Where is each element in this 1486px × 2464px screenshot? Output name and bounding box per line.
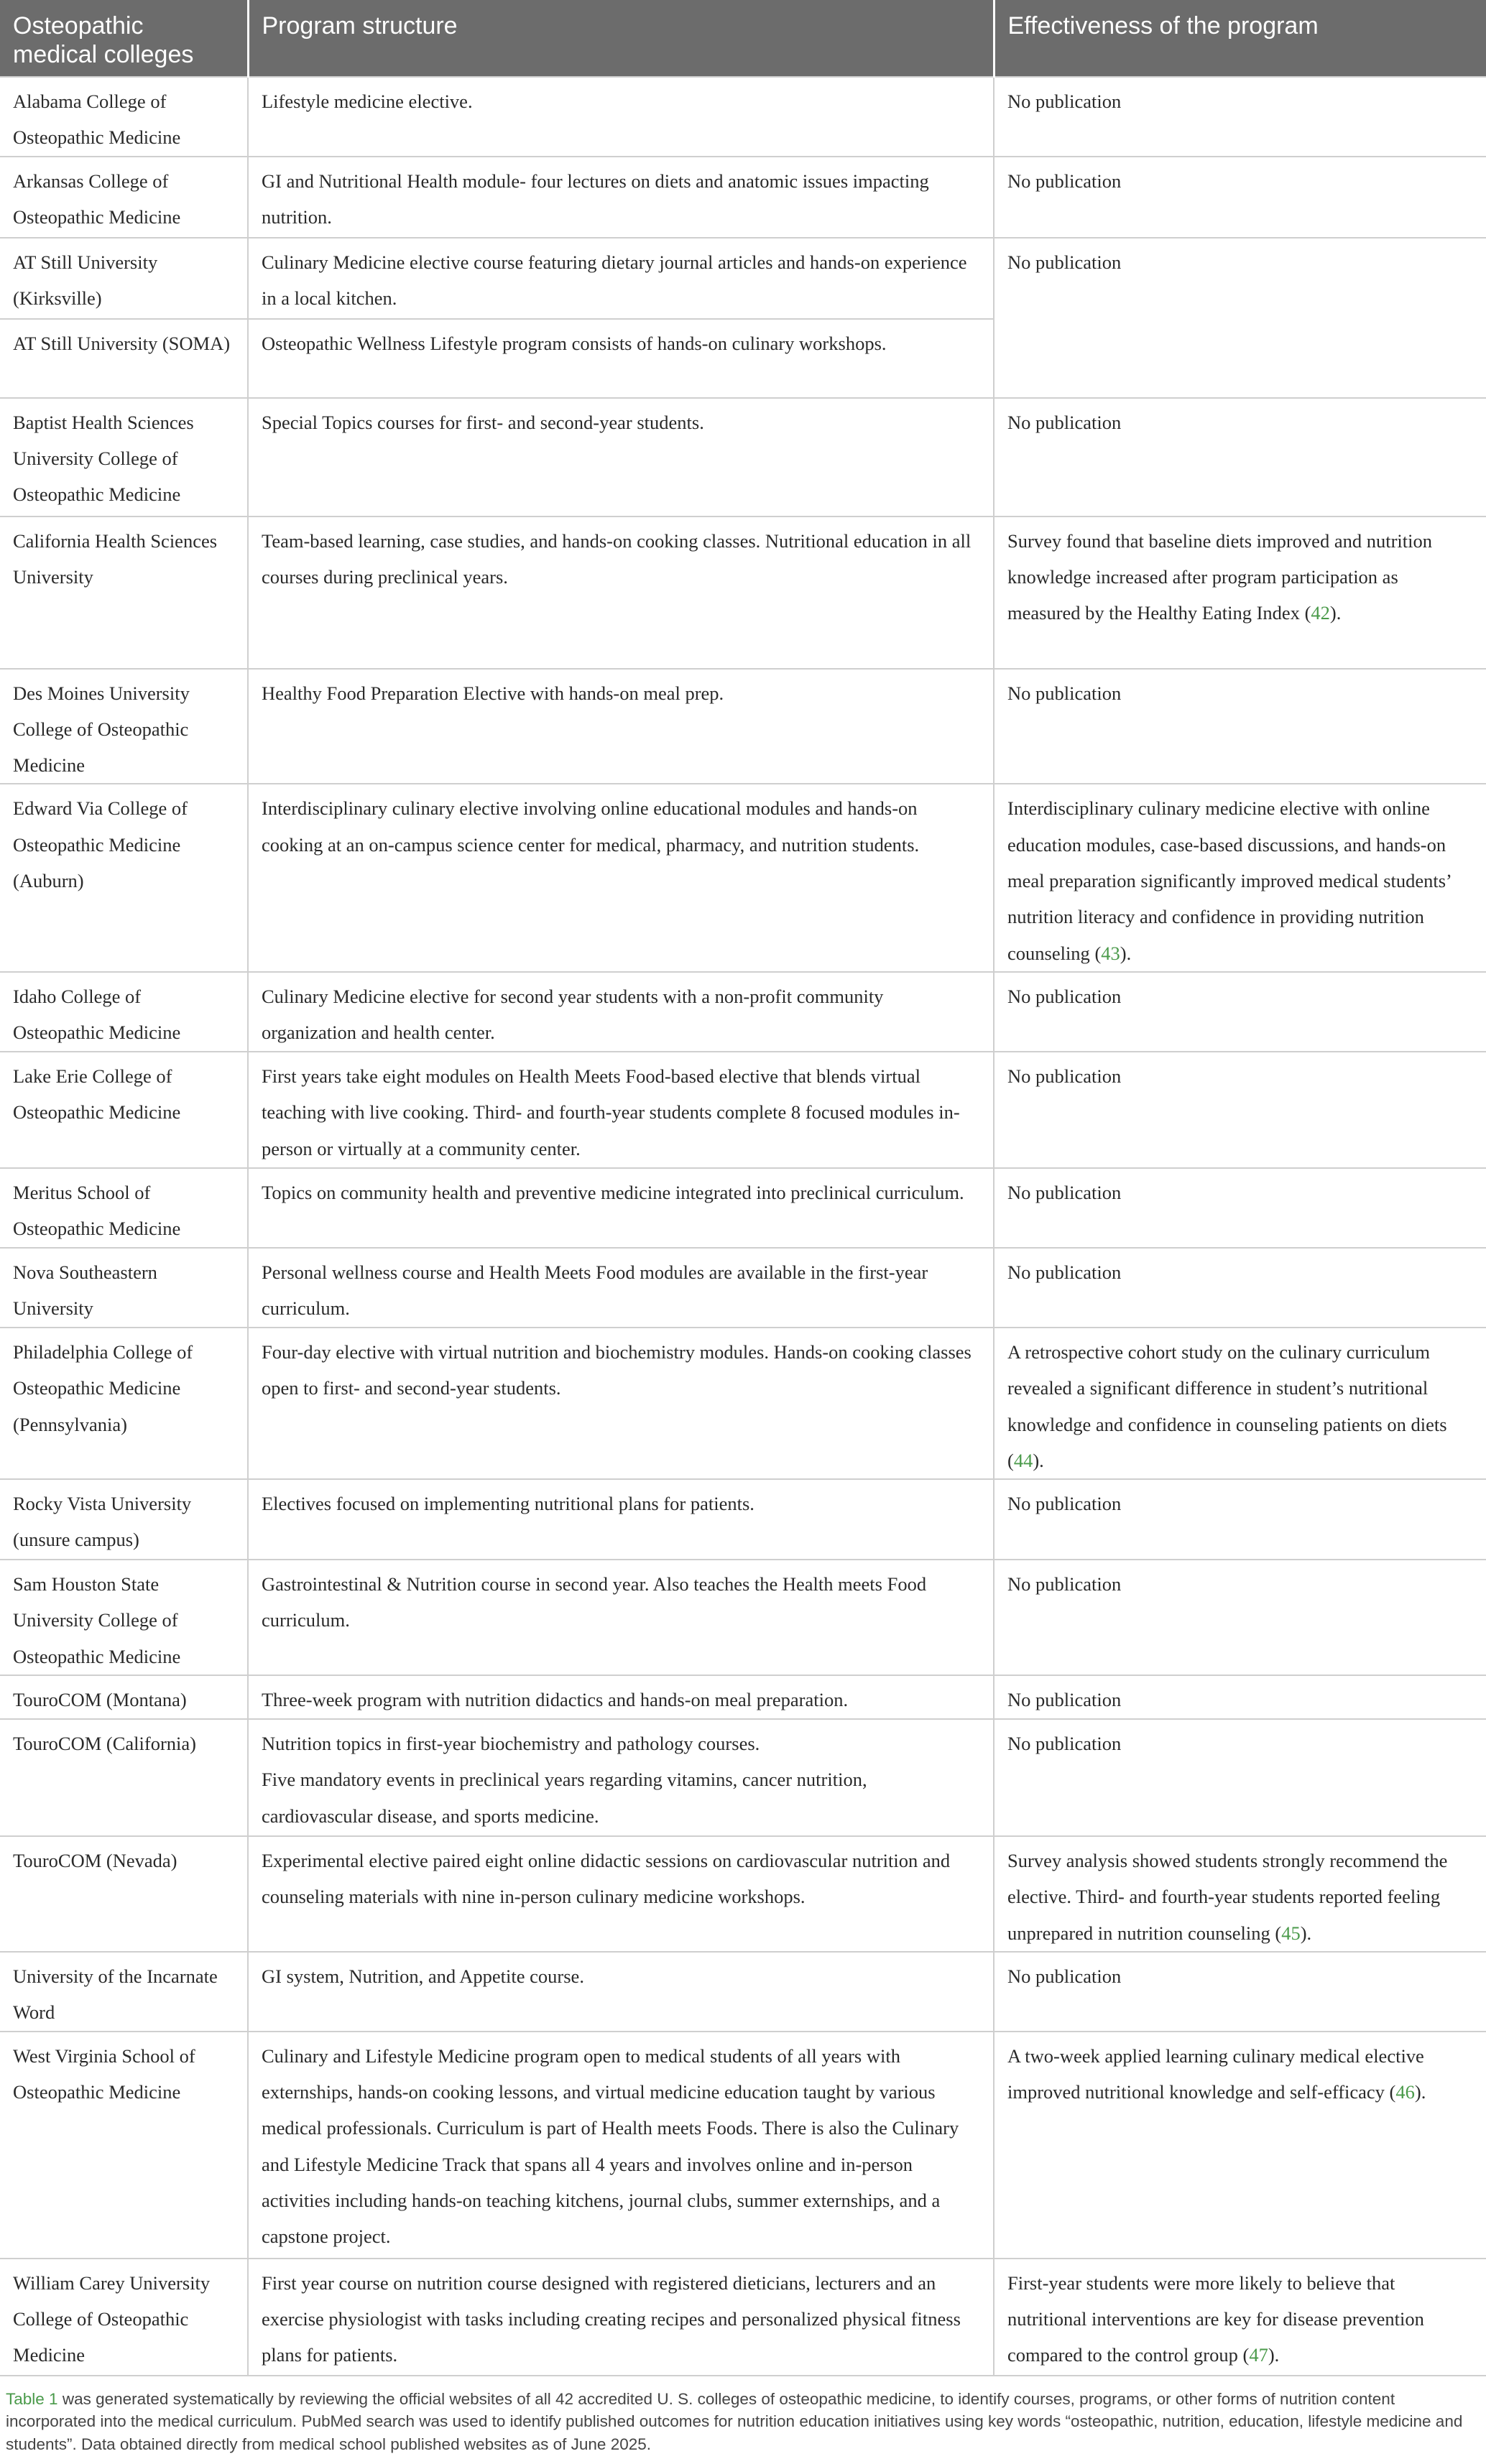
college-cell: Meritus School of Osteopathic Medicine	[0, 1168, 248, 1248]
program-cell: Osteopathic Wellness Lifestyle program consists of hands-on culinary workshops.	[248, 319, 994, 398]
effectiveness-cell: No publication	[994, 77, 1486, 157]
effectiveness-text: A retrospective cohort study on the culinary curriculum revealed a significant difference in student’s nutritional knowledge and confidence in counseling patients on diets	[1007, 1340, 1447, 1435]
college-cell: Arkansas College of Osteopathic Medicine	[0, 157, 248, 238]
effectiveness-cell: No publication	[994, 157, 1486, 238]
effectiveness-text: Interdisciplinary culinary medicine elective with online education modules, case-based discussions, and hands-on meal preparation significantly improved medical students’ nutrition literacy and confidence in providing nutrition counseling	[1007, 797, 1451, 964]
effectiveness-text: Survey found that baseline diets improved and nutrition knowledge increased after program participation as measured by the Healthy Eating Index	[1007, 529, 1432, 624]
program-cell: Four-day elective with virtual nutrition and biochemistry modules. Hands-on cooking classes open to first- and second-year students.	[248, 1328, 994, 1479]
college-cell: Des Moines University College of Osteopathic Medicine	[0, 669, 248, 784]
program-cell: Team-based learning, case studies, and hands-on cooking classes. Nutritional education in all courses during preclinical years.	[248, 517, 994, 669]
program-cell: Culinary and Lifestyle Medicine program open to medical students of all years with externships, hands-on cooking lessons, and virtual medicine education taught by various medical professionals. Curriculum is part of Health meets Foods. There is also the Culinary and Lifestyle Medicine Track that spans all 4 years and involves online and in-person activities including hands-on teaching kitchens, journal clubs, summer externships, and a capstone project.	[248, 2032, 994, 2259]
program-cell: GI and Nutritional Health module- four lectures on diets and anatomic issues impacting nutrition.	[248, 157, 994, 238]
reference-link[interactable]: 43	[1101, 942, 1120, 964]
college-cell: TouroCOM (Montana)	[0, 1675, 248, 1719]
program-cell: Culinary Medicine elective course featuring dietary journal articles and hands-on experience in a local kitchen.	[248, 238, 994, 319]
effectiveness-cell: No publication	[994, 1719, 1486, 1836]
college-cell: Idaho College of Osteopathic Medicine	[0, 972, 248, 1052]
college-cell: Nova Southeastern University	[0, 1248, 248, 1328]
college-cell: Lake Erie College of Osteopathic Medicine	[0, 1052, 248, 1168]
program-cell: Lifestyle medicine elective.	[248, 77, 994, 157]
reference-link[interactable]: 46	[1395, 2080, 1415, 2103]
table-row	[0, 1836, 1486, 1952]
table-row	[0, 398, 1486, 517]
table-row	[0, 1328, 1486, 1479]
program-cell: Topics on community health and preventive medicine integrated into preclinical curriculum.	[248, 1168, 994, 1248]
college-cell: AT Still University (SOMA)	[0, 319, 248, 398]
effectiveness-cell: No publication	[994, 1168, 1486, 1248]
reference-link[interactable]: 44	[1013, 1449, 1033, 1471]
effectiveness-cell: First-year students were more likely to believe that nutritional interventions are key for disease prevention compared to the control group (47).	[994, 2259, 1486, 2376]
table-row	[0, 157, 1486, 238]
effectiveness-cell: No publication	[994, 1952, 1486, 2032]
effectiveness-cell: No publication	[994, 398, 1486, 517]
column-header-effectiveness: Effectiveness of the program	[994, 0, 1486, 77]
effectiveness-text: Survey analysis showed students strongly recommend the elective. Third- and fourth-year students reported feeling unprepared in nutrition counseling	[1007, 1850, 1448, 1944]
table-row	[0, 784, 1486, 971]
table-row	[0, 1168, 1486, 1248]
table-row	[0, 1675, 1486, 1719]
program-cell	[248, 1719, 994, 1836]
program-text-2: Five mandatory events in preclinical years regarding vitamins, cancer nutrition, cardiovascular disease, and sports medicine.	[262, 1769, 867, 1827]
column-header-program: Program structure	[248, 0, 994, 77]
effectiveness-cell: No publication	[994, 972, 1486, 1052]
table-row	[0, 972, 1486, 1052]
program-text: Nutrition topics in first-year biochemistry and pathology courses.	[262, 1733, 760, 1755]
table-row	[0, 669, 1486, 784]
effectiveness-cell: Survey found that baseline diets improved and nutrition knowledge increased after program participation as measured by the Healthy Eating Index (42).	[994, 517, 1486, 669]
table-row	[0, 1952, 1486, 2032]
table-row	[0, 1248, 1486, 1328]
college-cell: Sam Houston State University College of Osteopathic Medicine	[0, 1560, 248, 1675]
college-cell: TouroCOM (Nevada)	[0, 1836, 248, 1952]
program-cell: Gastrointestinal & Nutrition course in second year. Also teaches the Health meets Food curriculum.	[248, 1560, 994, 1675]
table-row	[0, 2032, 1486, 2259]
table-row	[0, 238, 1486, 319]
program-cell: Personal wellness course and Health Meets Food modules are available in the first-year curriculum.	[248, 1248, 994, 1328]
effectiveness-cell: A retrospective cohort study on the culinary curriculum revealed a significant difference in student’s nutritional knowledge and confidence in counseling patients on diets (44).	[994, 1328, 1486, 1479]
college-cell: Rocky Vista University (unsure campus)	[0, 1479, 248, 1560]
table-row	[0, 1719, 1486, 1836]
effectiveness-cell: No publication	[994, 1479, 1486, 1560]
table-reference-link[interactable]: Table 1	[6, 2389, 58, 2408]
program-cell: Electives focused on implementing nutritional plans for patients.	[248, 1479, 994, 1560]
program-cell: Three-week program with nutrition didactics and hands-on meal preparation.	[248, 1675, 994, 1719]
effectiveness-cell: No publication	[994, 1248, 1486, 1328]
college-cell: California Health Sciences University	[0, 517, 248, 669]
effectiveness-cell: No publication	[994, 669, 1486, 784]
reference-link[interactable]: 45	[1281, 1922, 1301, 1944]
table-row	[0, 77, 1486, 157]
college-cell: West Virginia School of Osteopathic Medicine	[0, 2032, 248, 2259]
table-header	[0, 0, 1486, 77]
college-cell: AT Still University (Kirksville)	[0, 238, 248, 319]
table-caption	[0, 2376, 1486, 2456]
program-cell: First years take eight modules on Health Meets Food-based elective that blends virtual teaching with live cooking. Third- and fourth-year students complete 8 focused modules in-person or virtually at a community center.	[248, 1052, 994, 1168]
effectiveness-cell: No publication	[994, 1052, 1486, 1168]
effectiveness-cell: No publication	[994, 1675, 1486, 1719]
reference-link[interactable]: 47	[1249, 2344, 1268, 2366]
table-body	[0, 77, 1486, 2376]
college-cell: William Carey University College of Osteopathic Medicine	[0, 2259, 248, 2376]
program-cell: GI system, Nutrition, and Appetite course.	[248, 1952, 994, 2032]
college-cell: Baptist Health Sciences University College of Osteopathic Medicine	[0, 398, 248, 517]
effectiveness-cell: A two-week applied learning culinary medical elective improved nutritional knowledge and self-efficacy (46).	[994, 2032, 1486, 2259]
program-cell: Experimental elective paired eight online didactic sessions on cardiovascular nutrition and counseling materials with nine in-person culinary medicine workshops.	[248, 1836, 994, 1952]
effectiveness-cell: Interdisciplinary culinary medicine elective with online education modules, case-based discussions, and hands-on meal preparation significantly improved medical students’ nutrition literacy and confidence in providing nutrition counseling (43).	[994, 784, 1486, 971]
column-header-college: Osteopathic medical colleges	[0, 0, 248, 77]
program-cell: Special Topics courses for first- and second-year students.	[248, 398, 994, 517]
table-row	[0, 1479, 1486, 1560]
table-row	[0, 517, 1486, 669]
reference-link[interactable]: 42	[1311, 602, 1330, 624]
program-cell: Interdisciplinary culinary elective involving online educational modules and hands-on cooking at an on-campus science center for medical, pharmacy, and nutrition students.	[248, 784, 994, 971]
college-cell: TouroCOM (California)	[0, 1719, 248, 1836]
effectiveness-text: A two-week applied learning culinary medical elective improved nutritional knowledge and self-efficacy	[1007, 2044, 1424, 2103]
effectiveness-cell: Survey analysis showed students strongly recommend the elective. Third- and fourth-year students reported feeling unprepared in nutrition counseling (45).	[994, 1836, 1486, 1952]
effectiveness-cell: No publication	[994, 238, 1486, 398]
table-row	[0, 1560, 1486, 1675]
college-cell: Philadelphia College of Osteopathic Medicine (Pennsylvania)	[0, 1328, 248, 1479]
table-row	[0, 2259, 1486, 2376]
program-cell: Healthy Food Preparation Elective with hands-on meal prep.	[248, 669, 994, 784]
program-cell: First year course on nutrition course designed with registered dieticians, lecturers and an exercise physiologist with tasks including creating recipes and personalized physical fitness plans for patients.	[248, 2259, 994, 2376]
caption-text: was generated systematically by reviewing the official websites of all 42 accredited U. S. colleges of osteopathic medicine, to identify courses, programs, or other forms of nutrition content incorporated into the medical curriculum. PubMed search was used to identify published outcomes for nutrition education initiatives using key words “osteopathic, nutrition, education, lifestyle medicine and students”. Data obtained directly from medical school published websites as of June 2025.	[6, 2389, 1463, 2453]
college-cell: Edward Via College of Osteopathic Medicine (Auburn)	[0, 784, 248, 971]
college-cell: Alabama College of Osteopathic Medicine	[0, 77, 248, 157]
college-cell: University of the Incarnate Word	[0, 1952, 248, 2032]
effectiveness-cell: No publication	[994, 1560, 1486, 1675]
table-row	[0, 1052, 1486, 1168]
effectiveness-text: First-year students were more likely to believe that nutritional interventions are key for disease prevention compared to the control group	[1007, 2271, 1424, 2366]
program-cell: Culinary Medicine elective for second year students with a non-profit community organization and health center.	[248, 972, 994, 1052]
